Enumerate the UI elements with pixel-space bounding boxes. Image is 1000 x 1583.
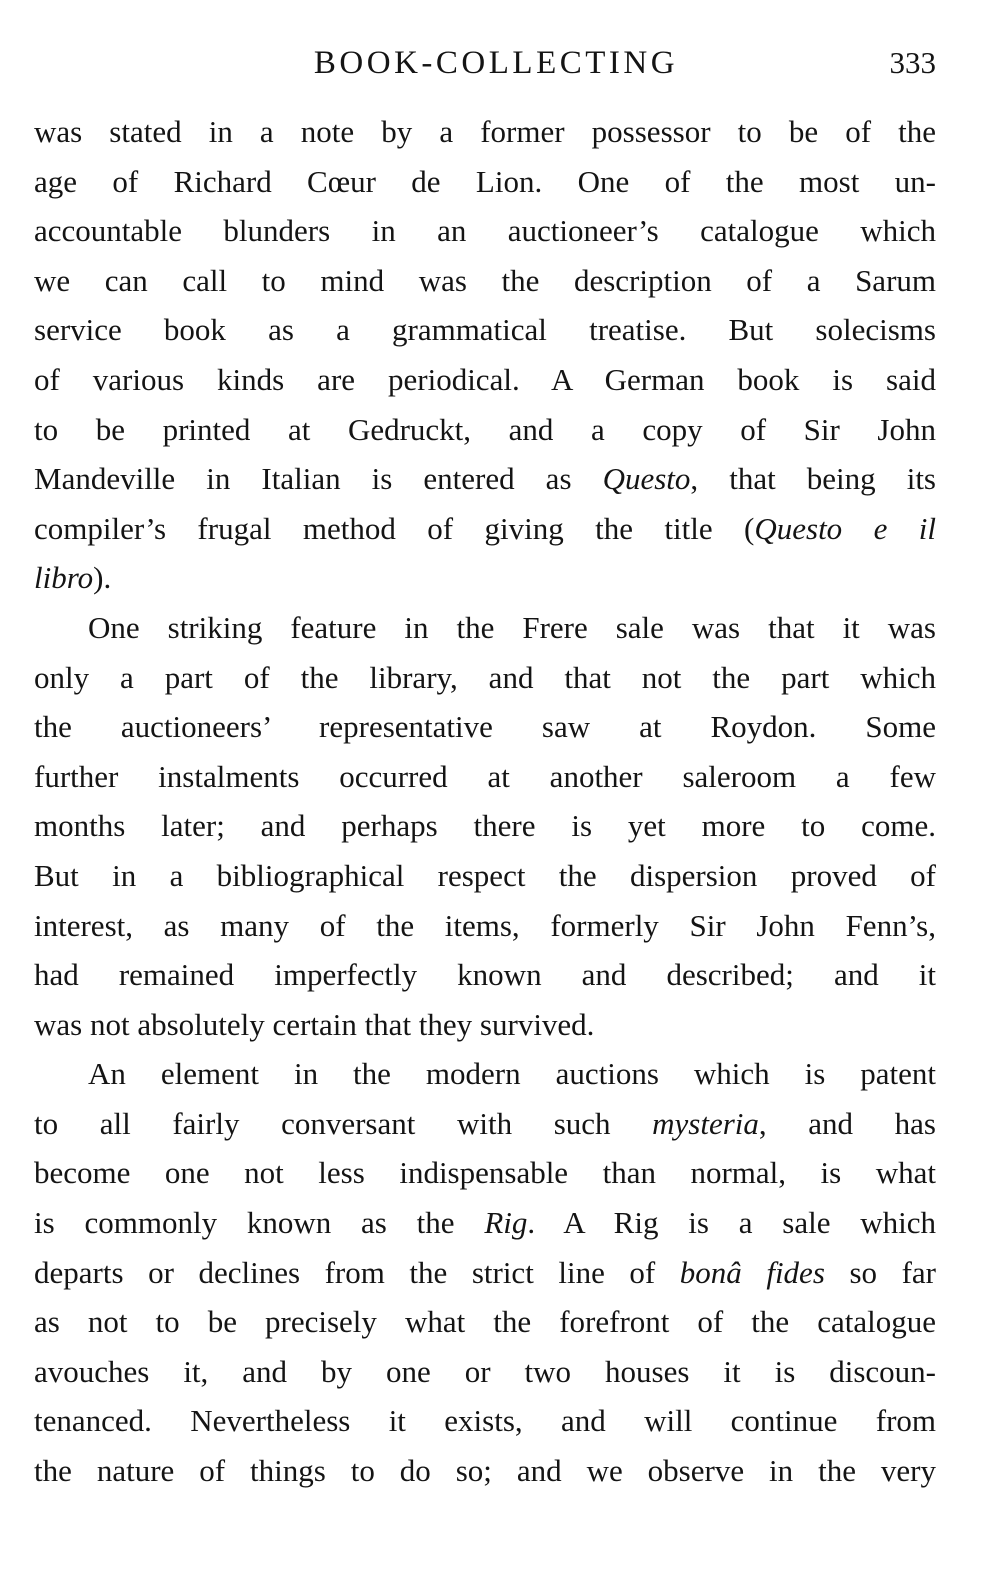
italic-run: bonâ fides bbox=[679, 1254, 825, 1290]
text-line bbox=[34, 702, 936, 752]
paragraph bbox=[34, 1049, 936, 1495]
text-run: departs or declines from the strict line of bbox=[34, 1254, 680, 1290]
text-run: months later; and perhaps there is yet more to come. bbox=[34, 808, 936, 844]
italic-run: libro bbox=[34, 560, 94, 596]
text-line bbox=[34, 901, 936, 951]
text-run: is commonly known as the bbox=[34, 1205, 485, 1241]
text-line bbox=[34, 1198, 936, 1248]
text-line bbox=[34, 752, 936, 802]
running-head bbox=[34, 40, 936, 86]
text-line bbox=[34, 653, 936, 703]
text-line bbox=[34, 1049, 936, 1099]
page-number: 333 bbox=[889, 45, 936, 80]
text-run: One striking feature in the Frere sale was that it was bbox=[88, 609, 936, 645]
text-line bbox=[34, 1000, 936, 1050]
text-line bbox=[34, 1248, 936, 1298]
body-text bbox=[34, 107, 936, 1496]
text-run: accountable blunders in an auctioneer’s catalogue which bbox=[34, 213, 936, 249]
text-line bbox=[34, 1297, 936, 1347]
text-run: tenanced. Nevertheless it exists, and will continue from bbox=[34, 1403, 936, 1439]
text-run: ). bbox=[93, 560, 112, 596]
text-line bbox=[34, 1347, 936, 1397]
italic-run: mysteria bbox=[652, 1105, 759, 1141]
paragraph bbox=[34, 107, 936, 603]
text-run: further instalments occurred at another saleroom a few bbox=[34, 758, 936, 794]
text-run: as not to be precisely what the forefront of the catalogue bbox=[34, 1304, 936, 1340]
text-run: so far bbox=[824, 1254, 936, 1290]
text-line bbox=[34, 1446, 936, 1496]
paragraph bbox=[34, 603, 936, 1049]
italic-run: Questo e il bbox=[754, 510, 936, 546]
text-line bbox=[34, 553, 936, 603]
text-line bbox=[34, 504, 936, 554]
text-run: become one not less indispensable than normal, is what bbox=[34, 1155, 936, 1191]
text-line bbox=[34, 206, 936, 256]
text-run: interest, as many of the items, formerly Sir John Fenn’s, bbox=[34, 907, 936, 943]
text-line bbox=[34, 1099, 936, 1149]
text-line bbox=[34, 603, 936, 653]
running-title: BOOK-COLLECTING bbox=[313, 45, 679, 81]
text-line bbox=[34, 157, 936, 207]
italic-run: Rig bbox=[484, 1205, 528, 1241]
text-line bbox=[34, 107, 936, 157]
text-line bbox=[34, 851, 936, 901]
text-run: Mandeville in Italian is entered as bbox=[34, 461, 603, 497]
text-run: An element in the modern auctions which is patent bbox=[88, 1056, 936, 1092]
text-line bbox=[34, 950, 936, 1000]
text-line bbox=[34, 305, 936, 355]
text-run: we can call to mind was the description of a Sarum bbox=[34, 262, 936, 298]
text-run: , and has bbox=[758, 1105, 936, 1141]
text-run: service book as a grammatical treatise. But solecisms bbox=[34, 312, 936, 348]
text-run: to all fairly conversant with such bbox=[34, 1105, 653, 1141]
italic-run: Questo bbox=[602, 461, 691, 497]
text-line bbox=[34, 256, 936, 306]
text-line bbox=[34, 405, 936, 455]
text-run: had remained imperfectly known and described; and it bbox=[34, 957, 936, 993]
text-run: avouches it, and by one or two houses it is discoun- bbox=[34, 1353, 936, 1389]
text-line bbox=[34, 801, 936, 851]
text-run: only a part of the library, and that not the part which bbox=[34, 659, 936, 695]
text-line bbox=[34, 355, 936, 405]
text-run: age of Richard Cœur de Lion. One of the most un- bbox=[34, 163, 936, 199]
text-run: But in a bibliographical respect the dispersion proved of bbox=[34, 857, 936, 893]
text-run: the auctioneers’ representative saw at Roydon. Some bbox=[34, 709, 936, 745]
text-run: compiler’s frugal method of giving the title ( bbox=[34, 510, 755, 546]
text-line bbox=[34, 454, 936, 504]
text-run: the nature of things to do so; and we observe in the very bbox=[34, 1453, 936, 1489]
text-run: , that being its bbox=[690, 461, 936, 497]
text-run: to be printed at Gedruckt, and a copy of Sir John bbox=[34, 411, 936, 447]
text-line bbox=[34, 1396, 936, 1446]
text-run: of various kinds are periodical. A German book is said bbox=[34, 361, 936, 397]
text-run: was not absolutely certain that they survived. bbox=[34, 1006, 595, 1042]
text-run: was stated in a note by a former possessor to be of the bbox=[34, 114, 936, 149]
text-run: . A Rig is a sale which bbox=[527, 1205, 937, 1241]
text-line bbox=[34, 1148, 936, 1198]
